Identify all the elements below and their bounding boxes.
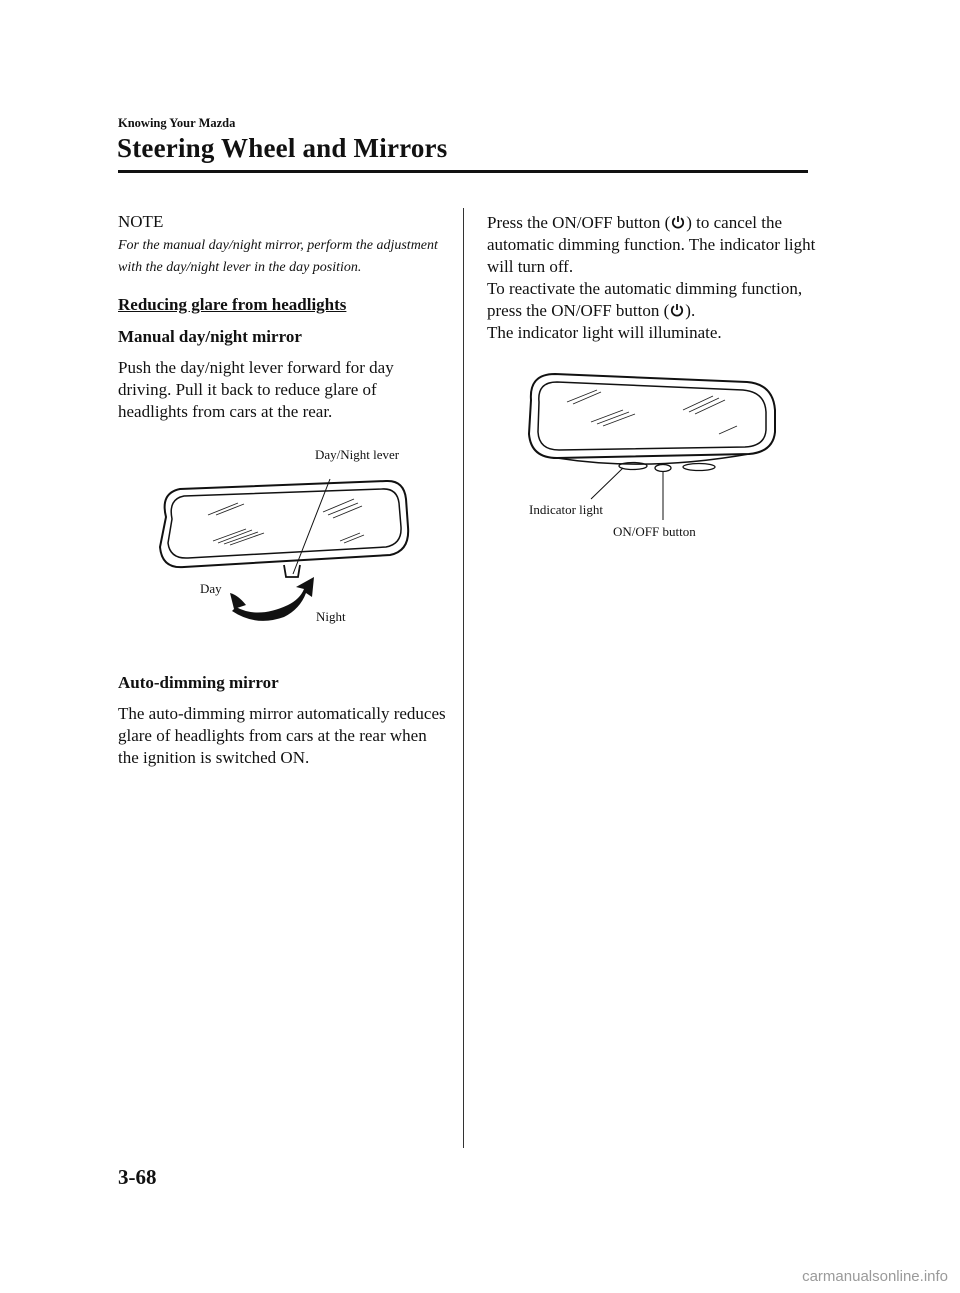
cancel-paragraph — [487, 212, 817, 278]
auto-mirror-figure — [487, 362, 817, 552]
manual-mirror-illustration — [118, 437, 448, 637]
indicator-light-label: Indicator light — [529, 502, 604, 517]
subsection-heading: Reducing glare from headlights — [118, 295, 347, 314]
column-divider — [463, 208, 464, 1148]
note-heading: NOTE — [118, 212, 164, 231]
left-column — [118, 212, 448, 769]
page-number: 3-68 — [118, 1165, 157, 1189]
right-column — [487, 212, 817, 552]
watermark: carmanualsonline.info — [802, 1268, 948, 1285]
reactivate-text-a: To reactivate the automatic dimming function, press the ON/OFF button ( — [487, 279, 803, 320]
cancel-text-b: ) to cancel the automatic dimming function. The indicator light will turn off. — [487, 213, 816, 276]
illuminate-paragraph: The indicator light will illuminate. — [487, 323, 722, 342]
power-icon — [670, 214, 686, 230]
manual-mirror-body: Push the day/night lever forward for day driving. Pull it back to reduce glare of headlights from cars at the rear. — [118, 358, 394, 421]
manual-mirror-heading: Manual day/night mirror — [118, 327, 302, 346]
auto-mirror-heading: Auto-dimming mirror — [118, 673, 279, 692]
reactivate-text-b: ). — [685, 301, 696, 320]
reactivate-paragraph — [487, 278, 817, 322]
cancel-text-a: Press the ON/OFF button ( — [487, 213, 671, 232]
manual-mirror-figure — [118, 437, 448, 637]
day-label: Day — [200, 581, 222, 596]
night-label: Night — [316, 609, 346, 624]
day-night-lever-label: Day/Night lever — [315, 447, 400, 462]
on-off-button-label: ON/OFF button — [613, 524, 696, 539]
note-body: For the manual day/night mirror, perform the adjustment with the day/night lever in the day position. — [118, 238, 438, 275]
power-icon — [669, 302, 685, 318]
section-label: Knowing Your Mazda — [118, 116, 236, 130]
auto-mirror-body: The auto-dimming mirror automatically reduces glare of headlights from cars at the rear when the ignition is switched ON. — [118, 704, 446, 767]
page-title: Steering Wheel and Mirrors — [117, 133, 448, 163]
title-rule — [118, 170, 808, 173]
